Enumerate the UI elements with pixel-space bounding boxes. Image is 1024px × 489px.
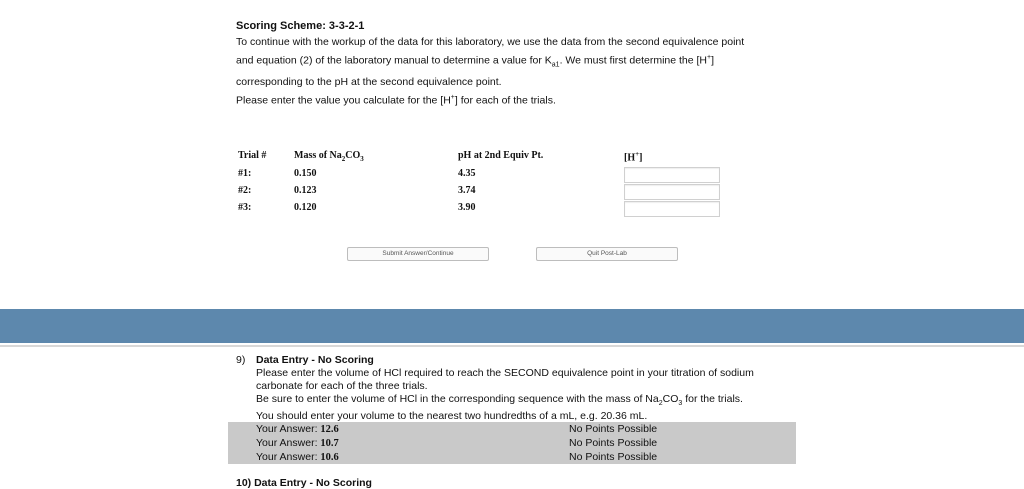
header-h-concentration: [H+] (624, 150, 643, 164)
h-concentration-input-1[interactable] (624, 167, 720, 183)
table-row (238, 200, 728, 217)
header-mass: Mass of $Na_2CO_3$ (294, 150, 364, 163)
header-trial: Trial # (238, 150, 267, 161)
trial-ph: 3.90 (458, 202, 476, 213)
scoring-line-2: and equation (2) of the laboratory manual to determine a value for $K_{a1}$. We must first determine the [H+] (236, 54, 715, 69)
answer-label: Your Answer: 12.6 (256, 423, 339, 435)
trial-number: #1: (238, 168, 252, 179)
trials-header (238, 146, 728, 166)
scoring-line-1: To continue with the workup of the data for this laboratory, we use the data from the second equivalence point (236, 36, 745, 48)
trial-mass: 0.150 (294, 168, 317, 179)
section-divider-band (0, 309, 1024, 343)
points-status: No Points Possible (569, 437, 658, 449)
question-number: 9) (236, 354, 246, 366)
answers-panel (228, 422, 796, 464)
trials-table (238, 146, 728, 217)
scoring-line-3: corresponding to the pH at the second equivalence point. (236, 75, 502, 88)
question-instruction-3: You should enter your volume to the nearest two hundredths of a mL, e.g. 20.36 mL. (256, 410, 648, 423)
question-instruction-1: Please enter the volume of HCl required to reach the SECOND equivalence point in your titration of sodium carbonate for each of the three trials. (256, 367, 754, 392)
question-title: Data Entry - No Scoring (256, 354, 374, 366)
answer-label: Your Answer: 10.7 (256, 437, 339, 449)
scoring-line-4: Please enter the value you calculate for the [H+] for each of the trials. (236, 93, 556, 107)
table-row (238, 166, 728, 183)
answer-row (256, 423, 796, 437)
answer-row (256, 437, 796, 451)
quit-post-lab-button[interactable]: Quit Post-Lab (536, 247, 678, 261)
answer-row (256, 451, 796, 465)
trial-ph: 4.35 (458, 168, 476, 179)
answer-value: 10.6 (320, 452, 339, 463)
points-status: No Points Possible (569, 451, 658, 463)
scoring-title: Scoring Scheme: 3-3-2-1 (236, 20, 365, 32)
h-concentration-input-2[interactable] (624, 184, 720, 200)
question-10-title: 10) Data Entry - No Scoring (236, 477, 372, 489)
question-body (256, 354, 796, 423)
trial-ph: 3.74 (458, 185, 476, 196)
trial-number: #3: (238, 202, 252, 213)
question-instruction-2: Be sure to enter the volume of HCl in the corresponding sequence with the mass of $Na_2CO_3$ for the trials. (256, 393, 743, 408)
header-ph: pH at 2nd Equiv Pt. (458, 150, 544, 161)
points-status: No Points Possible (569, 423, 658, 435)
answer-value: 10.7 (320, 438, 339, 449)
table-row (238, 183, 728, 200)
submit-continue-button[interactable]: Submit Answer/Continue (347, 247, 489, 261)
answer-label: Your Answer: 10.6 (256, 451, 339, 463)
trial-mass: 0.123 (294, 185, 317, 196)
h-concentration-input-3[interactable] (624, 201, 720, 217)
trial-number: #2: (238, 185, 252, 196)
section-divider-line (0, 345, 1024, 347)
trial-mass: 0.120 (294, 202, 317, 213)
answer-value: 12.6 (320, 424, 339, 435)
scoring-scheme (236, 18, 796, 108)
